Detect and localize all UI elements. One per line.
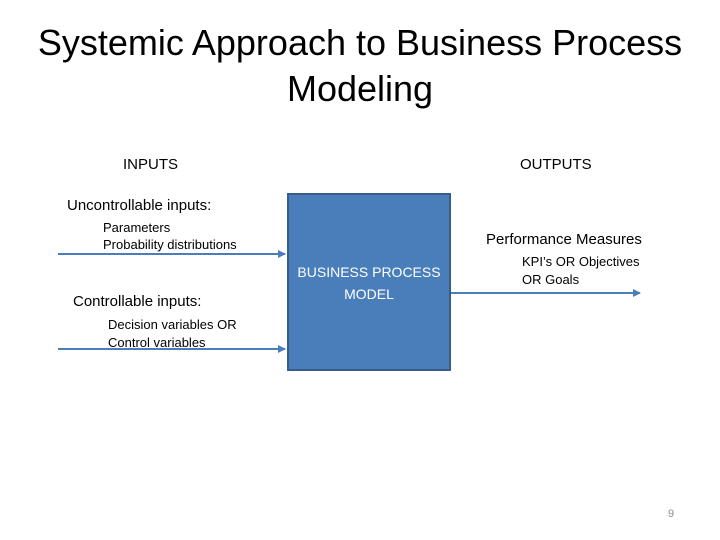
performance-measures-label: Performance Measures — [486, 231, 642, 248]
outputs-line-2: OR Goals — [522, 272, 580, 287]
process-box-line-1: BUSINESS PROCESS — [297, 264, 441, 280]
title-line-1: Systemic Approach to Business Process — [37, 22, 683, 63]
title-line-2: Modeling — [286, 68, 434, 109]
inputs-heading: INPUTS — [123, 156, 179, 173]
uncontrollable-line-1: Parameters — [103, 220, 171, 235]
controllable-line-2: Control variables — [108, 335, 206, 350]
uncontrollable-line-2: Probability distributions — [103, 237, 237, 252]
process-box-line-2: MODEL — [344, 286, 394, 302]
outputs-heading: OUTPUTS — [520, 156, 592, 173]
controllable-line-1: Decision variables OR — [108, 317, 237, 332]
controllable-inputs-label: Controllable inputs: — [73, 293, 202, 310]
outputs-line-1: KPI’s OR Objectives — [522, 254, 640, 269]
page-number: 9 — [668, 508, 675, 520]
uncontrollable-inputs-label: Uncontrollable inputs: — [67, 197, 212, 214]
